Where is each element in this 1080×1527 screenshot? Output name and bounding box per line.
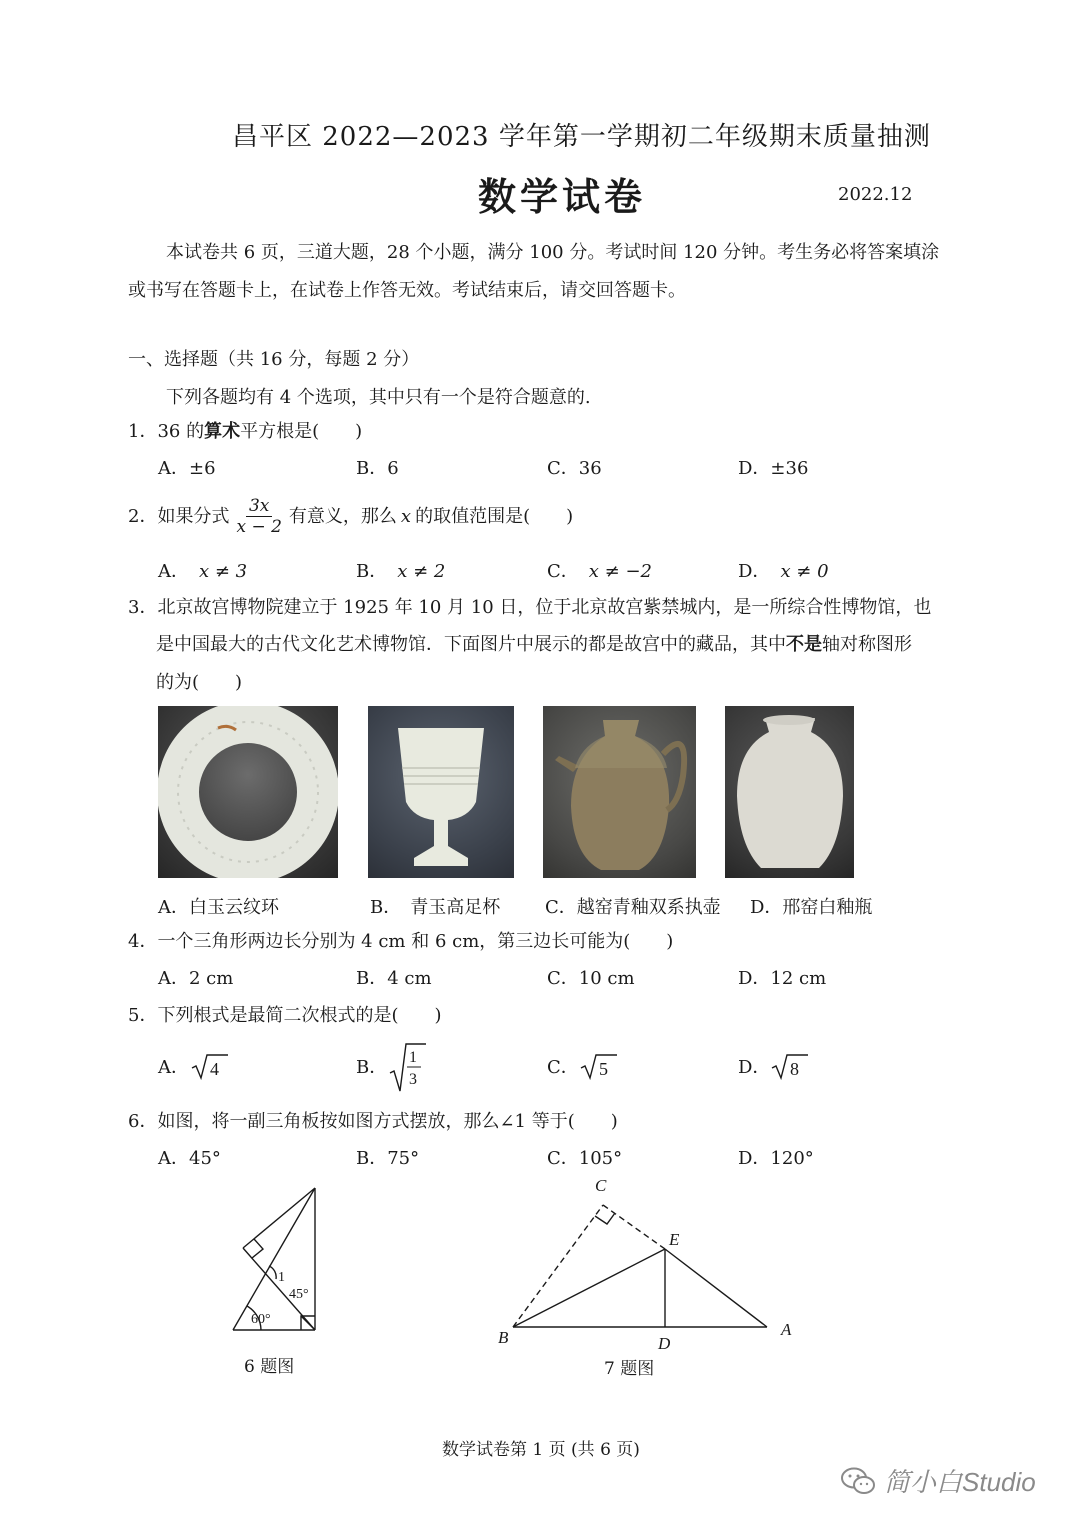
q3-line-2-post: 轴对称图形	[822, 634, 912, 655]
q4-option-b: B．4 cm	[356, 968, 432, 989]
q3-line-3: 的为( )	[156, 672, 243, 693]
q5-option-b-label: B．	[356, 1057, 388, 1078]
q1-option-c: C．36	[547, 458, 602, 479]
page-footer: 数学试卷第 1 页 (共 6 页)	[442, 1440, 640, 1460]
q2-option-a-label: A．	[158, 561, 189, 582]
q1-option-d: D．±36	[738, 458, 809, 479]
ewer-graphic	[543, 706, 696, 878]
q5-option-c	[547, 1056, 579, 1080]
q5-option-d-radical	[770, 1052, 810, 1082]
watermark-text: 简小白Studio	[884, 1467, 1036, 1497]
ewer-spout	[555, 756, 579, 772]
photo-white-vase	[725, 706, 854, 878]
q3-line-2	[156, 633, 912, 657]
q4-option-d: D．12 cm	[738, 968, 827, 989]
q2-fraction-numerator: 3x	[246, 496, 272, 517]
wechat-icon	[840, 1466, 876, 1496]
fig7-label-c: C	[595, 1176, 607, 1195]
q4-option-a: A．2 cm	[158, 968, 234, 989]
jade-cup	[398, 728, 484, 866]
q5-option-a	[158, 1056, 189, 1080]
vase-mouth	[763, 715, 815, 725]
figure-6-caption: 6 题图	[244, 1357, 295, 1377]
instructions-line-1: 本试卷共 6 页，三道大题，28 个小题，满分 100 分。考试时间 120 分钟。考生务必将答案填涂	[166, 242, 940, 263]
q2-option-a	[158, 560, 247, 584]
q3-caption-c: C．越窑青釉双系执壶	[545, 897, 721, 918]
subject-title: 数学试卷	[478, 174, 647, 219]
q5-option-a-radicand: 4	[210, 1059, 219, 1079]
q2-option-c	[547, 560, 652, 584]
q3-caption-a: A．白玉云纹环	[158, 897, 279, 918]
fig6-right-angle-top	[252, 1239, 263, 1258]
fig6-arc-1	[269, 1266, 276, 1279]
q2-option-d-label: D．	[738, 561, 771, 582]
q5-option-b	[356, 1056, 387, 1080]
vase-body	[737, 718, 843, 868]
fig7-label-b: B	[498, 1328, 509, 1347]
vase-graphic	[725, 706, 854, 878]
photo-jade-ring	[158, 706, 338, 878]
q2-stem	[128, 496, 573, 537]
q1-stem-pre: 1．36 的	[128, 421, 205, 442]
exam-date: 2022.12	[838, 184, 913, 205]
q5-option-b-radical	[388, 1041, 428, 1093]
fig7-segment-be	[513, 1249, 665, 1327]
figure-6	[225, 1180, 345, 1340]
q2-option-c-label: C．	[547, 561, 579, 582]
q6-option-b: B．75°	[356, 1148, 420, 1169]
q1-stem	[128, 420, 362, 444]
fig6-edge-inner	[243, 1188, 315, 1248]
q1-stem-post: 平方根是( )	[240, 421, 363, 442]
q2-fraction-denominator: x − 2	[236, 517, 282, 537]
fig6-angle-1-label: 1	[278, 1270, 285, 1285]
q1-option-b: B．6	[356, 458, 399, 479]
fig7-segment-ce-dashed	[603, 1205, 665, 1249]
jade-cup-graphic	[368, 706, 514, 878]
fig6-edge-left	[233, 1188, 315, 1330]
q2-option-c-math: x ≠ −2	[588, 561, 652, 582]
q5-option-c-radical	[579, 1052, 619, 1082]
ewer-glaze	[575, 720, 667, 768]
fig6-angle-60-label: 60°	[251, 1312, 271, 1327]
figure-7	[495, 1175, 805, 1355]
q2-stem-pre: 2．如果分式	[128, 505, 230, 527]
q1-option-a: A．±6	[158, 458, 216, 479]
q3-caption-d: D．邢窑白釉瓶	[750, 897, 873, 918]
q2-stem-mid: 有意义，那么	[288, 505, 397, 527]
q1-stem-bold: 算术	[204, 421, 241, 442]
q5-option-a-label: A．	[158, 1057, 189, 1078]
q5-option-d	[738, 1056, 770, 1080]
exam-title: 昌平区 2022—2023 学年第一学期初二年级期末质量抽测	[232, 122, 931, 152]
section-intro: 下列各题均有 4 个选项，其中只有一个是符合题意的.	[166, 387, 591, 408]
q6-stem: 6．如图，将一副三角板按如图方式摆放，那么∠1 等于( )	[128, 1111, 618, 1132]
q3-line-2-bold: 不是	[786, 634, 822, 655]
q2-fraction	[233, 496, 284, 537]
fig7-label-a: A	[781, 1320, 792, 1339]
q2-option-b-math: x ≠ 2	[397, 561, 446, 582]
q4-stem: 4．一个三角形两边长分别为 4 cm 和 6 cm，第三边长可能为( )	[128, 931, 674, 952]
q2-stem-post: 的取值范围是( )	[415, 505, 574, 527]
q5-option-d-label: D．	[738, 1057, 771, 1078]
fig7-label-e: E	[669, 1230, 680, 1249]
q6-option-a: A．45°	[158, 1148, 221, 1169]
fig7-label-d: D	[658, 1334, 671, 1353]
watermark	[840, 1462, 1036, 1499]
fig7-right-angle-c	[595, 1213, 615, 1224]
q2-option-b-label: B．	[356, 561, 388, 582]
jade-ring-graphic	[158, 706, 338, 878]
q6-option-c: C．105°	[547, 1148, 623, 1169]
fig7-segment-bc-dashed	[513, 1205, 603, 1327]
q5-option-a-radical	[190, 1052, 230, 1082]
q2-option-b	[356, 560, 445, 584]
q5-stem: 5．下列根式是最简二次根式的是( )	[128, 1005, 442, 1026]
fig6-angle-45-label: 45°	[289, 1287, 309, 1302]
photo-jade-cup	[368, 706, 514, 878]
section-heading: 一、选择题（共 16 分，每题 2 分）	[128, 349, 420, 370]
q4-option-c: C．10 cm	[547, 968, 635, 989]
q2-option-a-math: x ≠ 3	[199, 561, 248, 582]
q2-option-d-math: x ≠ 0	[780, 561, 829, 582]
photo-celadon-ewer	[543, 706, 696, 878]
q5-option-b-denominator: 3	[409, 1071, 417, 1088]
q6-option-d: D．120°	[738, 1148, 814, 1169]
q3-line-1: 3．北京故宫博物院建立于 1925 年 10 月 10 日，位于北京故宫紫禁城内，是一所综合性博物馆，也	[128, 597, 932, 618]
fig7-segment-ea	[665, 1249, 767, 1327]
q2-option-d	[738, 560, 829, 584]
q5-option-c-radicand: 5	[599, 1059, 608, 1079]
fig6-square-diagonal	[301, 1316, 315, 1330]
q2-variable: x	[400, 505, 412, 527]
q5-option-c-label: C．	[547, 1057, 579, 1078]
q5-option-d-radicand: 8	[790, 1059, 799, 1079]
instructions-line-2: 或书写在答题卡上，在试卷上作答无效。考试结束后，请交回答题卡。	[128, 280, 686, 301]
q3-caption-b: B． 青玉高足杯	[370, 897, 501, 918]
q5-option-b-numerator: 1	[409, 1049, 417, 1066]
figure-7-caption: 7 题图	[604, 1359, 655, 1379]
q3-line-2-pre: 是中国最大的古代文化艺术博物馆．下面图片中展示的都是故宫中的藏品，其中	[156, 634, 786, 655]
